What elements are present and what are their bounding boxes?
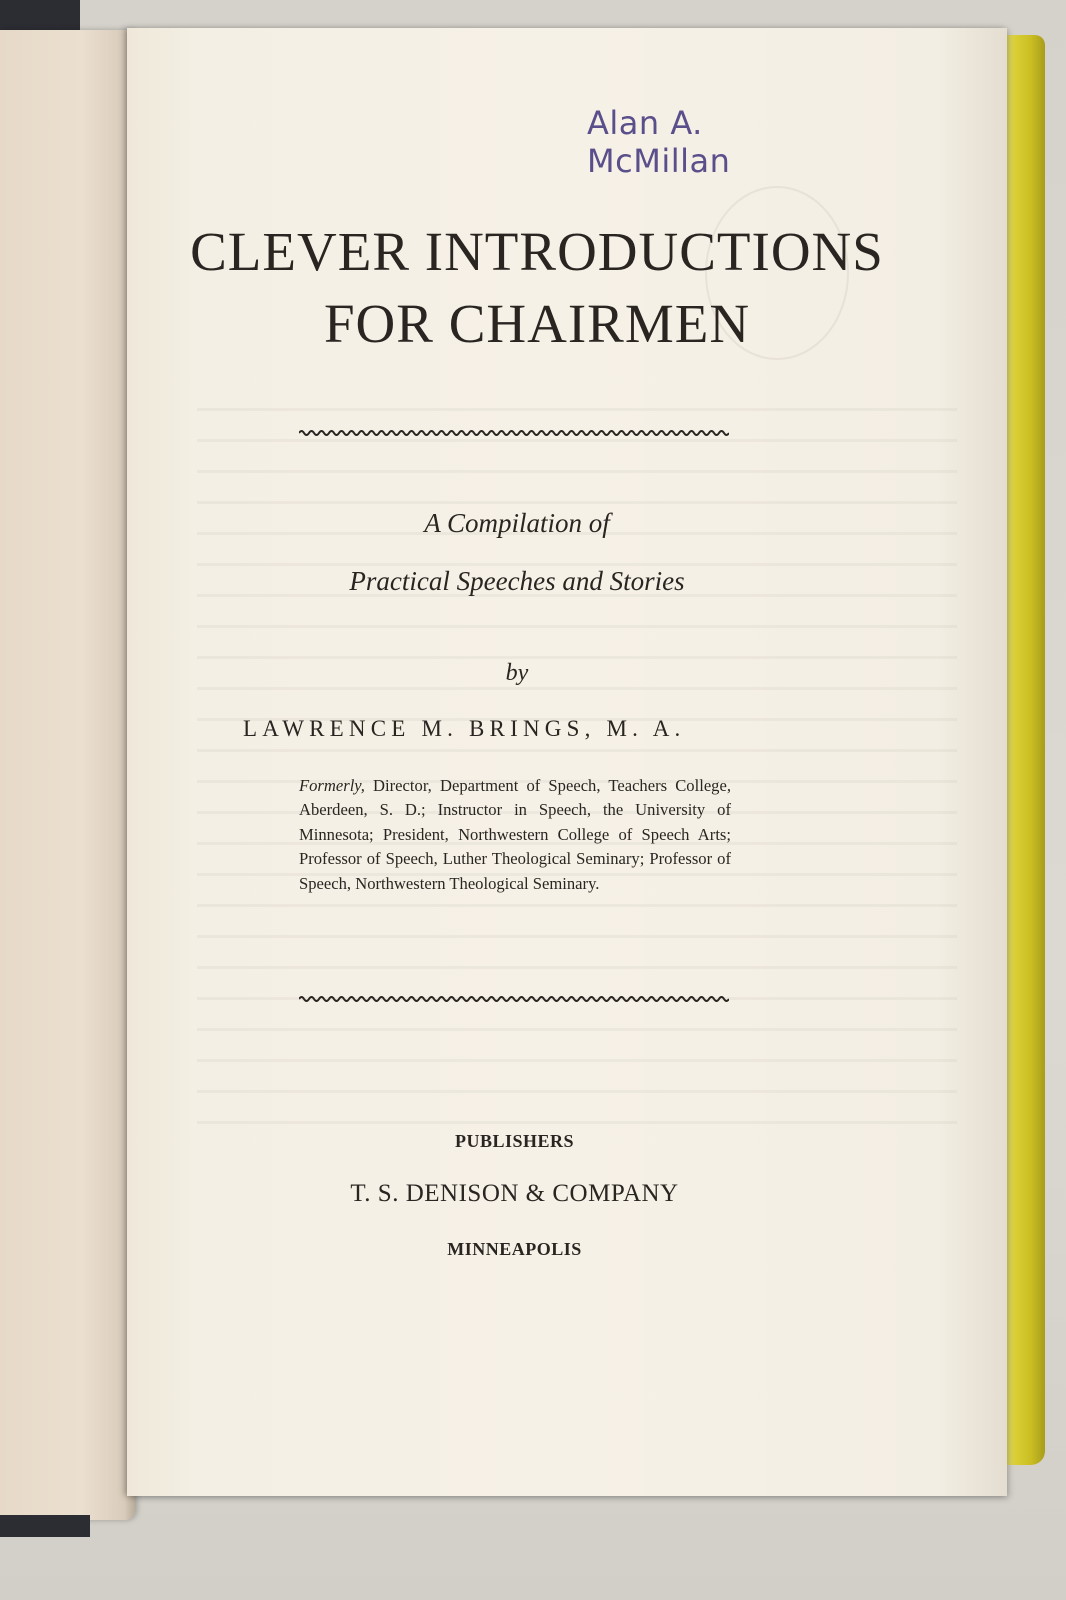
publisher-city: MINNEAPOLIS <box>447 1239 582 1259</box>
title-line-2: FOR CHAIRMEN <box>323 293 751 354</box>
credentials-text: Director, Department of Speech, Teachers College, Aberdeen, S. D.; Instructor in Speech, the University of Minnesota; President, Northwestern College of Speech Arts; Professor of Speech, Luther Theological Seminary; Professor of Speech, Northwestern Theological Seminary. <box>299 776 731 893</box>
cover-binding-bottom <box>0 1515 90 1537</box>
wavy-rule-top <box>299 428 729 438</box>
book-title <box>147 216 927 360</box>
author-credentials <box>299 774 731 896</box>
owner-name-stamp: Alan A. McMillan <box>587 104 731 180</box>
credentials-lead: Formerly, <box>299 776 365 795</box>
left-endpaper <box>0 30 135 1520</box>
title-line-1: CLEVER INTRODUCTIONS <box>190 221 884 282</box>
by-line: by <box>505 660 529 686</box>
wavy-rule-bottom <box>299 994 729 1004</box>
author-name: LAWRENCE M. BRINGS, M. A. <box>243 716 686 741</box>
publishers-label: PUBLISHERS <box>454 1131 575 1151</box>
publisher-name: T. S. DENISON & COMPANY <box>350 1180 679 1207</box>
subtitle-line-1: A Compilation of <box>424 508 610 538</box>
title-page <box>127 28 1007 1496</box>
subtitle-line-2: Practical Speeches and Stories <box>349 566 685 596</box>
